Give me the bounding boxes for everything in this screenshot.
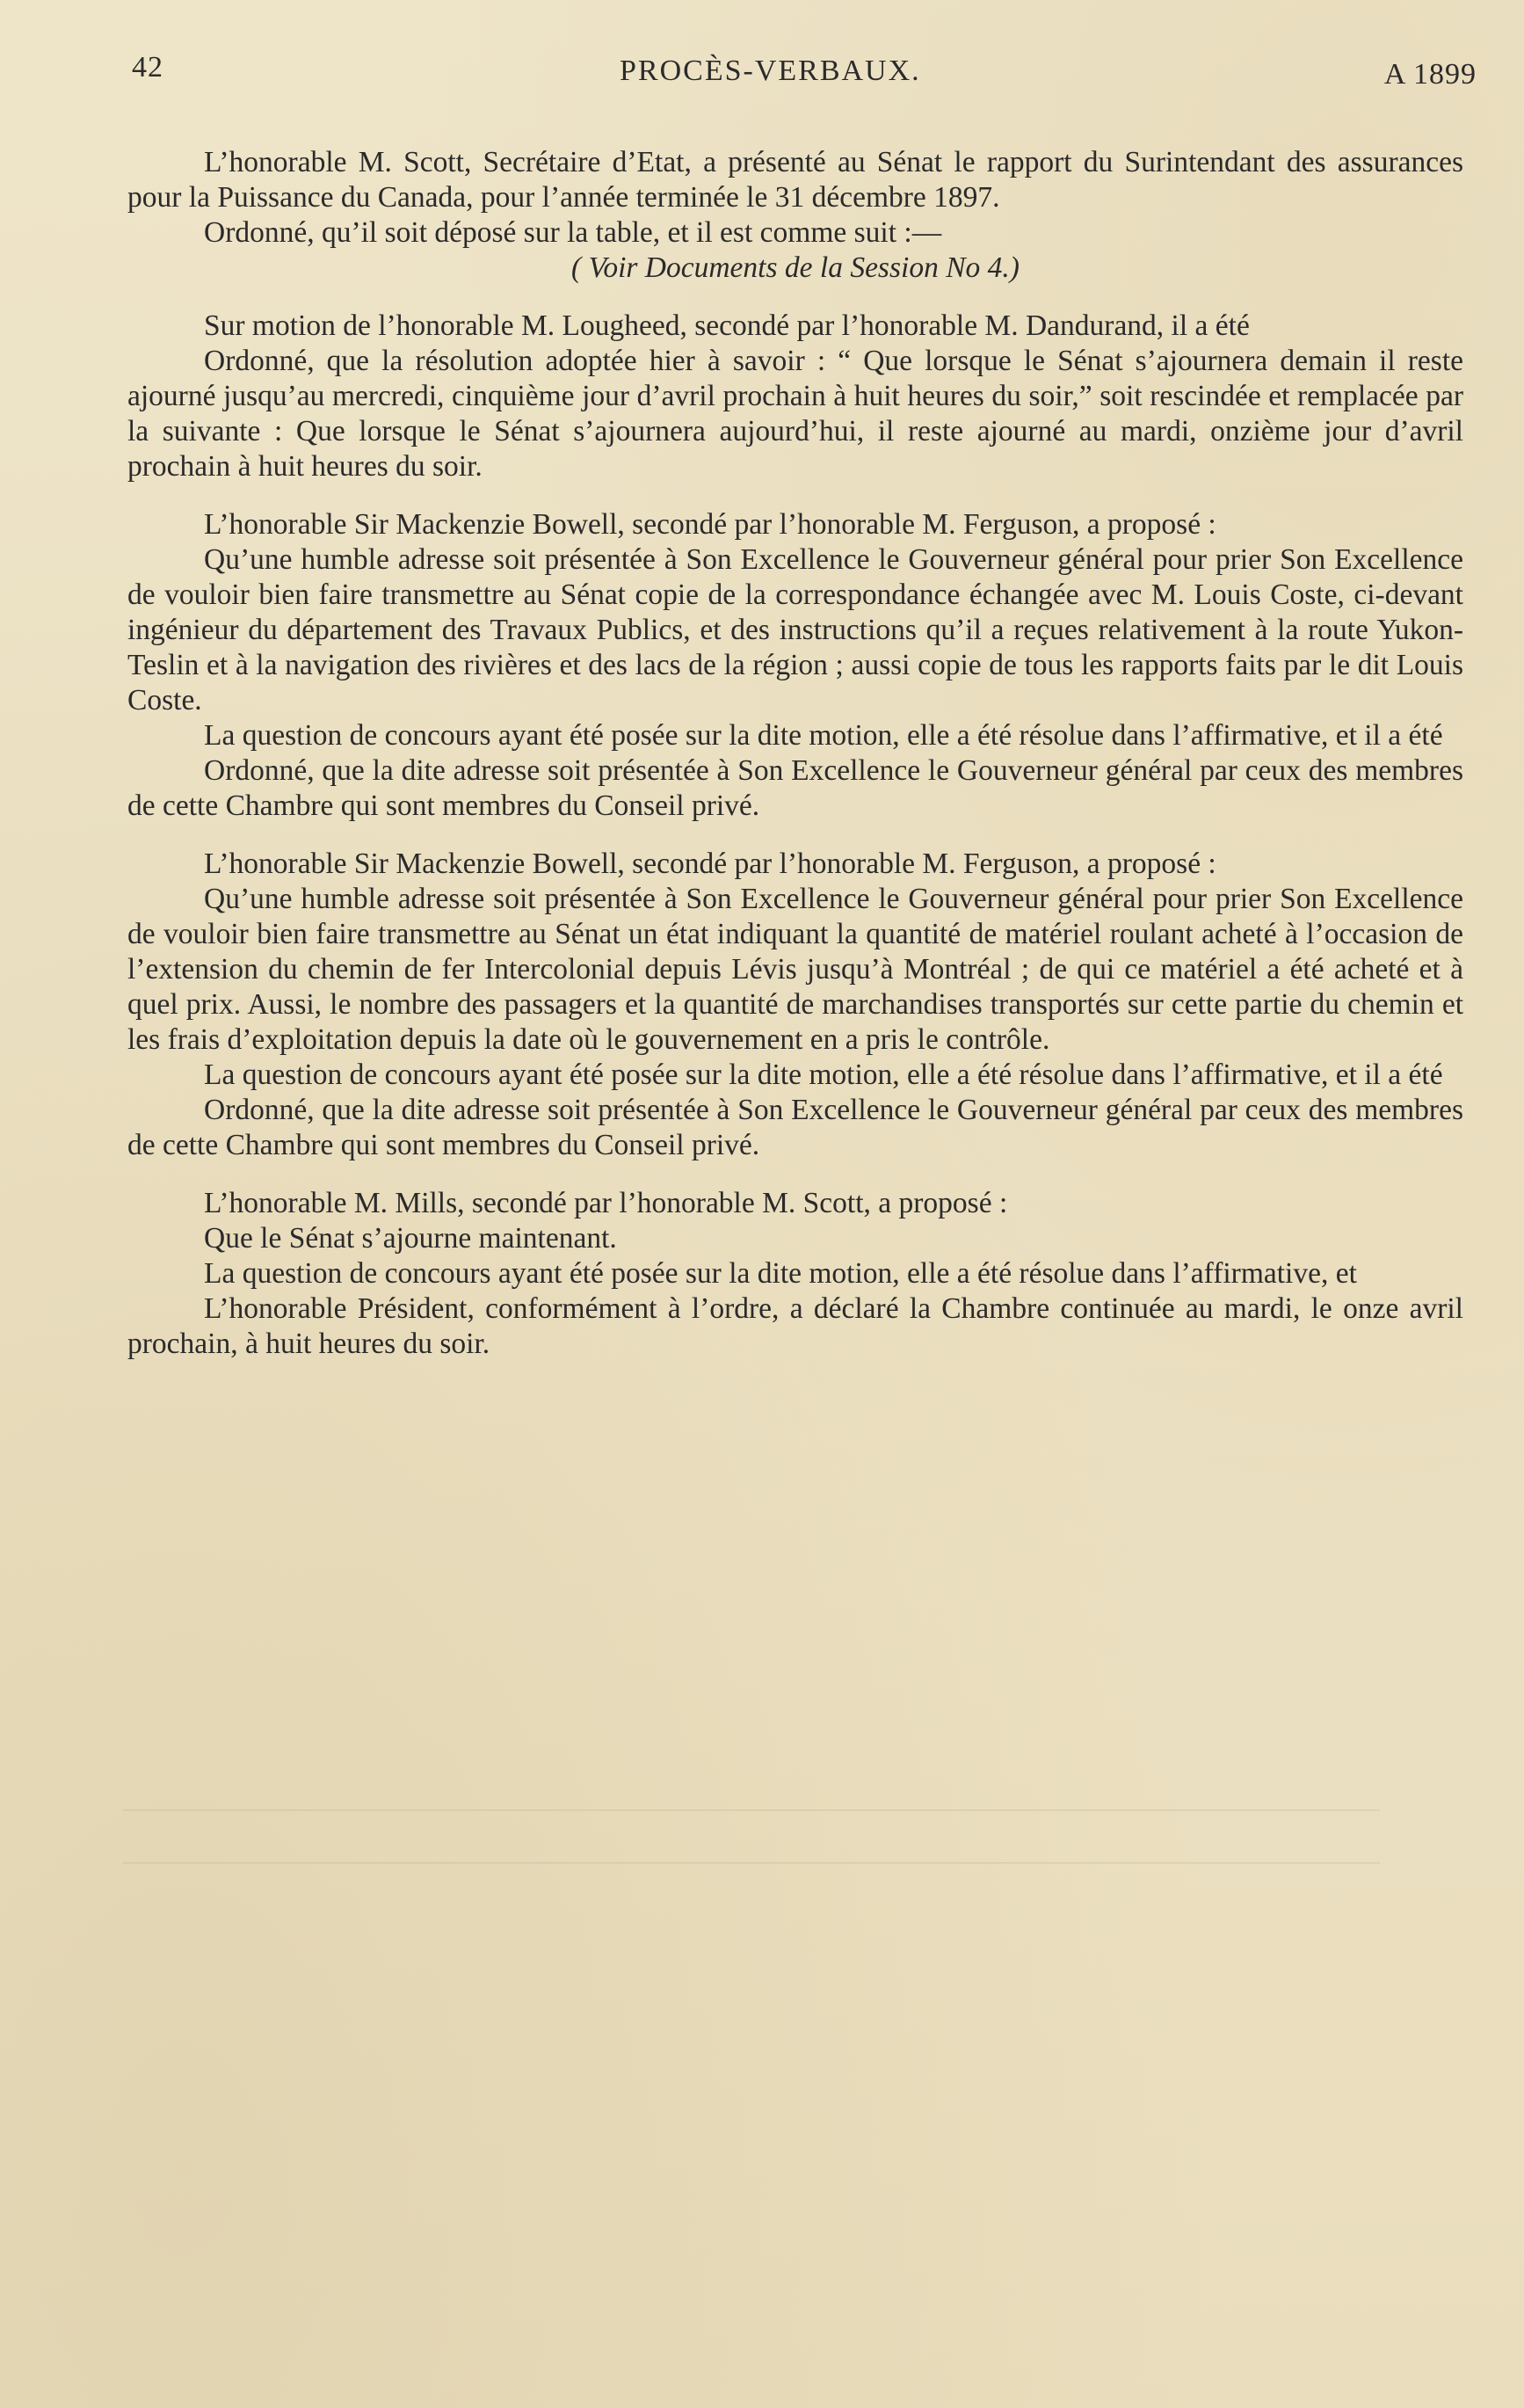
paragraph-ordered-table: Ordonné, qu’il soit déposé sur la table, et il est comme suit :—	[204, 216, 942, 249]
bleed-through-line	[123, 1862, 1380, 1864]
paragraph-resolution-rescinded: Ordonné, que la résolution adoptée hier à savoir : “ Que lorsque le Sénat s’ajournera demain il reste ajourné jusqu’au mercredi, cinquième jour d’avril prochain à huit heures du soir,” soit rescindée et remplacée par la suivante : Que lorsque le Sénat s’ajournera aujourd’hui, il reste ajourné au mardi, onzième jour d’avril prochain à huit heures du soir.	[127, 345, 1463, 483]
paragraph-question-1: La question de concours ayant été posée sur la dite motion, elle a été résolue dans l’affirmative, et il a été	[204, 719, 1443, 752]
paragraph-ordered-address-2: Ordonné, que la dite adresse soit présentée à Son Excellence le Gouverneur général par ceux des membres de cette Chambre qui sont membres du Conseil privé.	[127, 1094, 1463, 1161]
page-header	[132, 51, 1477, 95]
paragraph-address-coste: Qu’une humble adresse soit présentée à Son Excellence le Gouverneur général pour prier Son Excellence de vouloir bien faire transmettre au Sénat copie de la correspondance échangée avec M. Louis Coste, ci-devant ingénieur du département des Travaux Publics, et des instructions qu’il a reçues relativement à la route Yukon-Teslin et à la navigation des rivières et des lacs de la région ; aussi copie de tous les rapports faits par le dit Louis Coste.	[127, 543, 1463, 717]
page-number: 42	[132, 51, 163, 84]
paragraph-bowell-proposal-1: L’honorable Sir Mackenzie Bowell, secondé par l’honorable M. Ferguson, a proposé :	[204, 508, 1216, 541]
page-title: PROCÈS-VERBAUX.	[620, 55, 921, 87]
paragraph-question-2: La question de concours ayant été posée sur la dite motion, elle a été résolue dans l’affirmative, et il a été	[204, 1059, 1443, 1091]
paragraph-bowell-proposal-2: L’honorable Sir Mackenzie Bowell, secondé par l’honorable M. Ferguson, a proposé :	[204, 848, 1216, 880]
paragraph-lougheed-motion: Sur motion de l’honorable M. Lougheed, secondé par l’honorable M. Dandurand, il a été	[204, 309, 1250, 342]
document-body	[127, 145, 1463, 1362]
bleed-through-line	[123, 1809, 1380, 1811]
paragraph-address-intercolonial: Qu’une humble adresse soit présentée à Son Excellence le Gouverneur général pour prier Son Excellence de vouloir bien faire transmettre au Sénat un état indiquant la quantité de matériel roulant acheté à l’occasion de l’extension du chemin de fer Intercolonial depuis Lévis jusqu’à Montréal ; de qui ce matériel a été acheté et à quel prix. Aussi, le nombre des passagers et la quantité de marchandises transportés sur cette partie du chemin et les frais d’exploitation depuis la date où le gouvernement en a pris le contrôle.	[127, 883, 1463, 1056]
paragraph-scott-report: L’honorable M. Scott, Secrétaire d’Etat, a présenté au Sénat le rapport du Surintendant des assurances pour la Puissance du Canada, pour l’année terminée le 31 décembre 1897.	[127, 146, 1463, 214]
paragraph-president-declaration: L’honorable Président, conformément à l’ordre, a déclaré la Chambre continuée au mardi, le onze avril prochain, à huit heures du soir.	[127, 1292, 1463, 1360]
paragraph-ordered-address-1: Ordonné, que la dite adresse soit présentée à Son Excellence le Gouverneur général par ceux des membres de cette Chambre qui sont membres du Conseil privé.	[127, 754, 1463, 822]
paragraph-question-3: La question de concours ayant été posée sur la dite motion, elle a été résolue dans l’affirmative, et	[204, 1257, 1357, 1290]
page-year: A 1899	[1383, 58, 1477, 91]
paragraph-mills-proposal: L’honorable M. Mills, secondé par l’honorable M. Scott, a proposé :	[204, 1187, 1008, 1219]
paragraph-adjourn: Que le Sénat s’ajourne maintenant.	[204, 1222, 617, 1255]
document-reference: ( Voir Documents de la Session No 4.)	[571, 251, 1020, 284]
